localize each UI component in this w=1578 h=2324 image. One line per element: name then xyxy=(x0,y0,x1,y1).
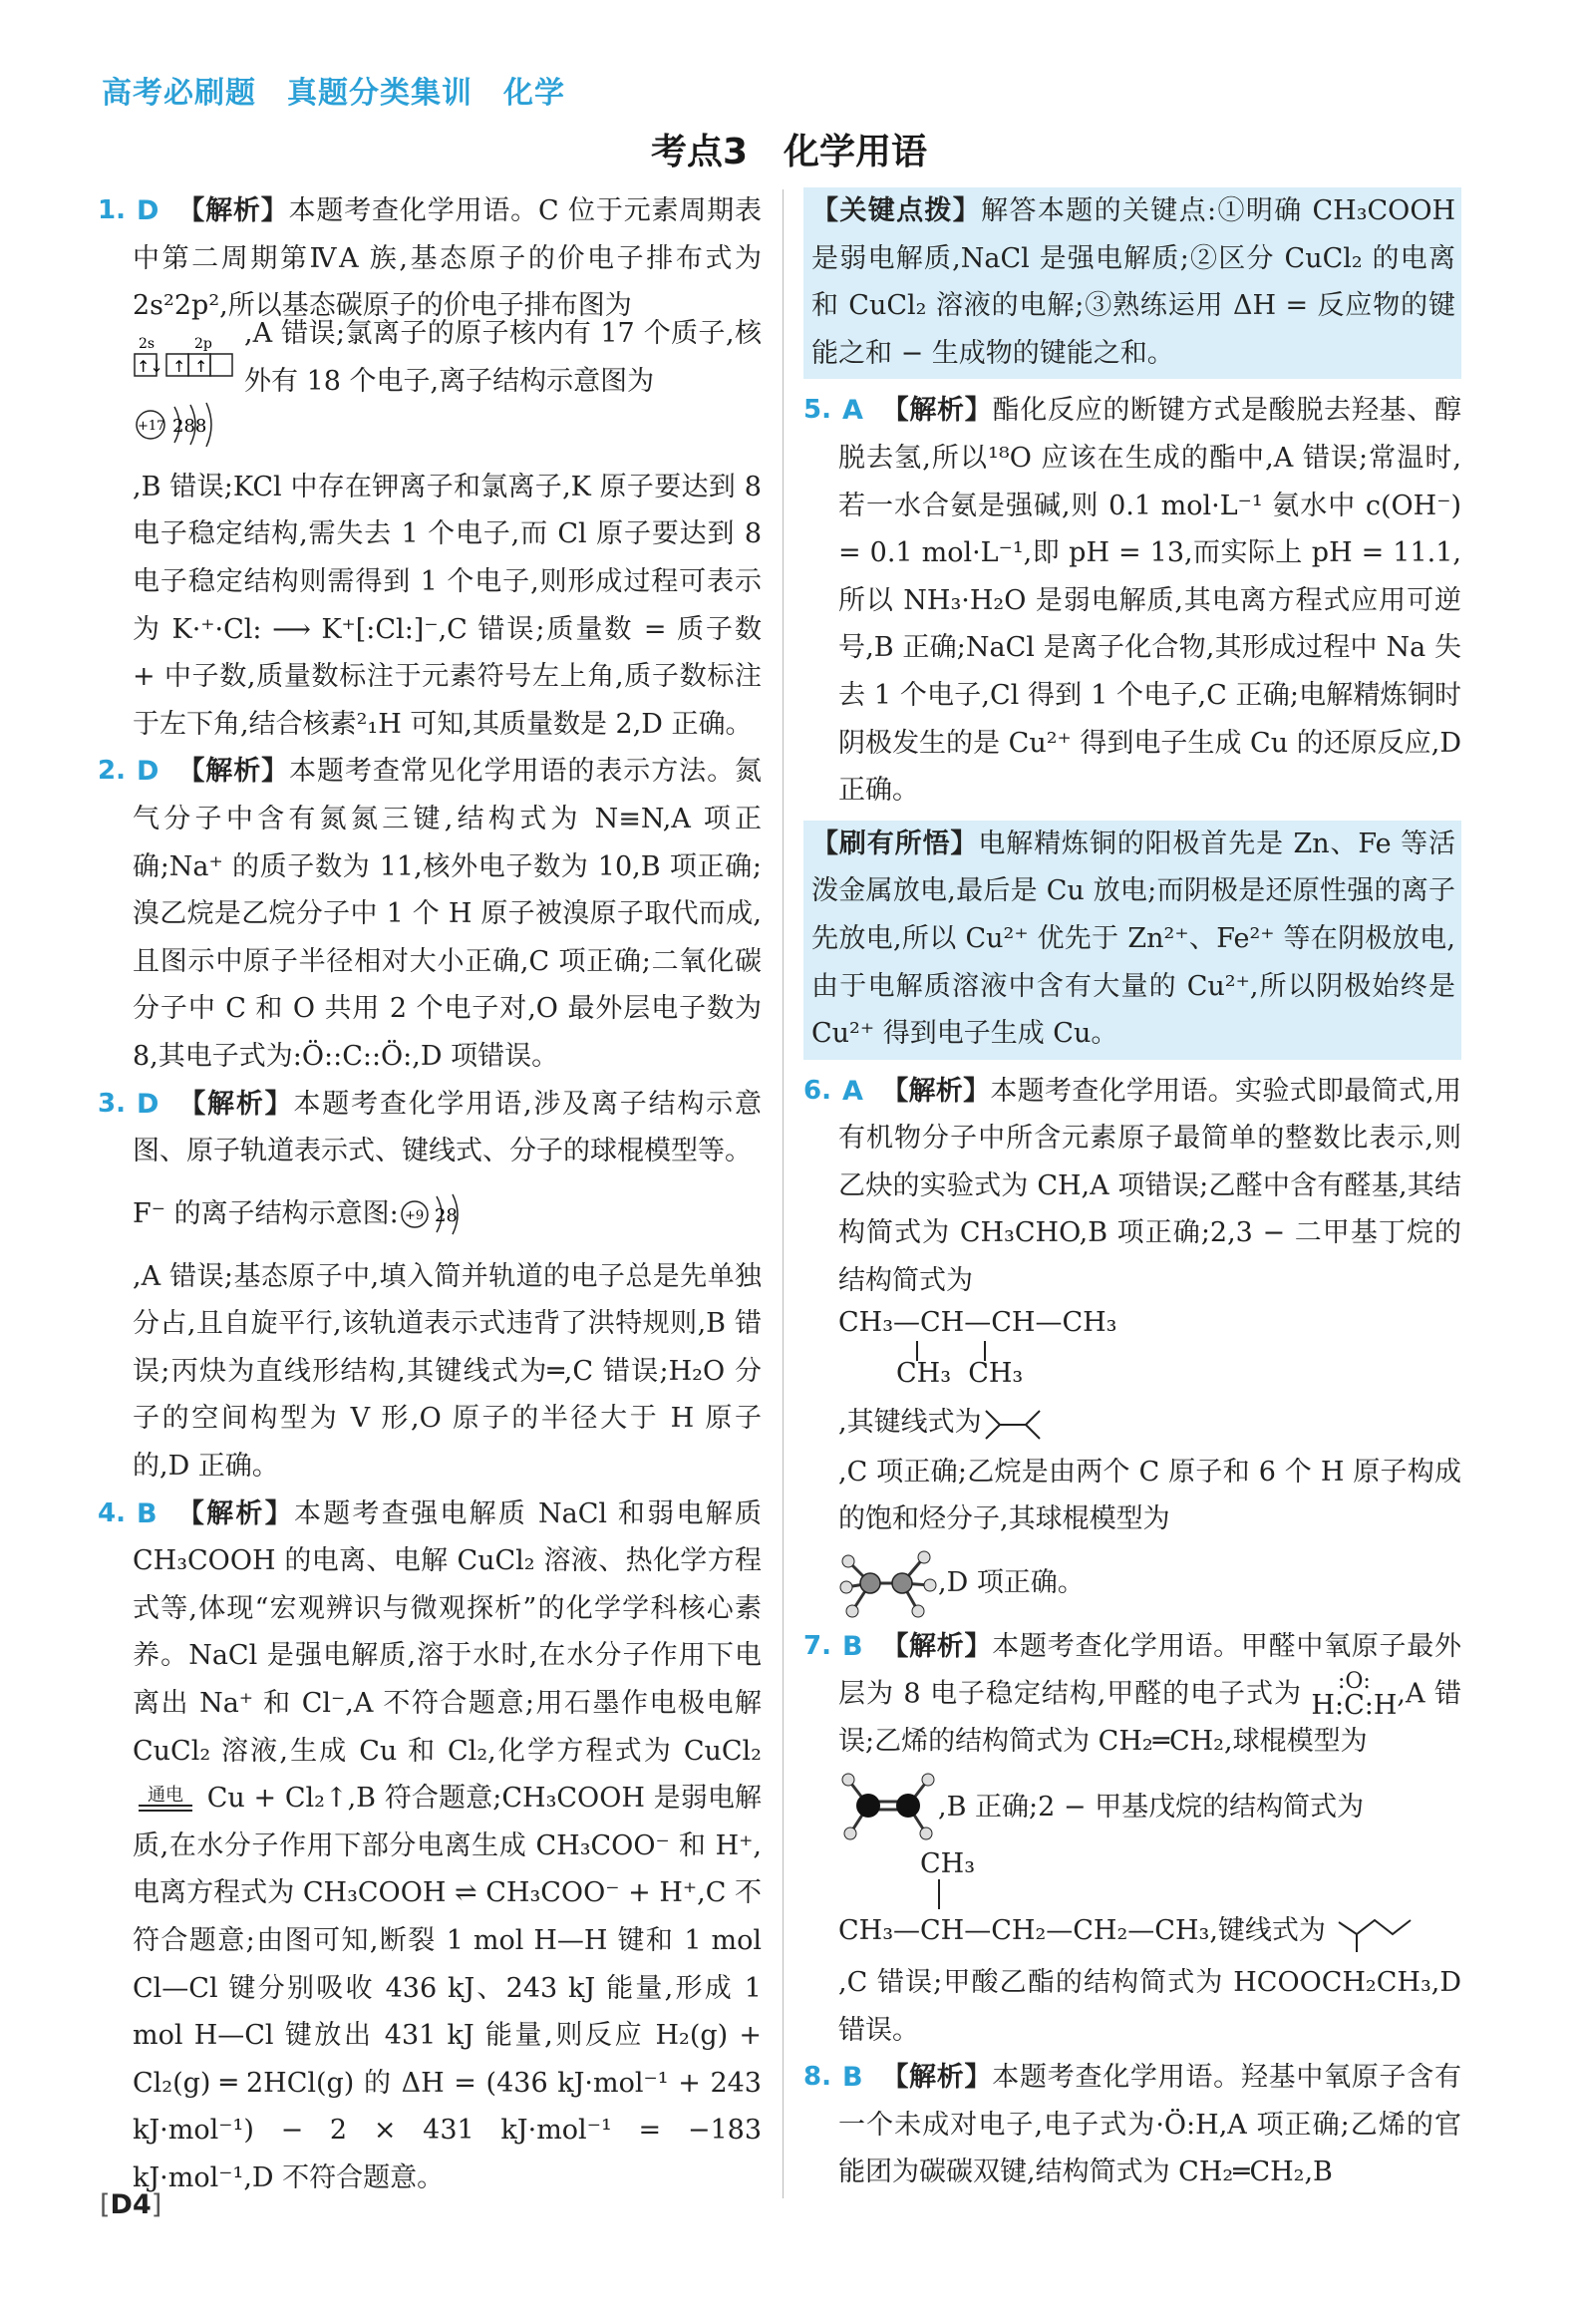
analysis-text: 本题考查强电解质 NaCl 和弱电解质 CH₃COOH 的电离、电解 CuCl₂ 溶液、热化学方程式等,体现“宏观辨识与微观探析”的化学学科核心素养。NaCl 是强电解质,溶于水时,在水分子作用下电离出 Na⁺ 和 Cl⁻,A 不符合题意;用石墨作电极电解 CuCl₂ 溶液,生成 Cu 和 Cl₂,化学方程式为 CuCl₂ xyxy=(133,1497,762,1767)
insight-box xyxy=(803,821,1461,1060)
methylpentane-formula xyxy=(838,1849,1461,1959)
oxygen-top: :O: xyxy=(1337,1669,1371,1695)
co2-electron-formula: :Ö::C::Ö: xyxy=(292,1040,413,1072)
skeletal-formula-icon xyxy=(1335,1912,1424,1952)
orbital-diagram xyxy=(133,336,244,380)
answer-letter: B xyxy=(842,2062,863,2094)
analysis-text: ,D 项正确。 xyxy=(938,1567,1085,1599)
page-number: [D4] xyxy=(100,2189,162,2220)
analysis-text: ,D 项错误。 xyxy=(412,1040,559,1072)
analysis-text: ,键线式为 xyxy=(1209,1915,1326,1947)
skeletal-formula-line xyxy=(838,1397,1461,1449)
skeletal-formula-icon xyxy=(982,1405,1044,1441)
dimethylbutane-formula xyxy=(838,1305,1461,1397)
series-header: 高考必刷题 真题分类集训 化学 xyxy=(102,76,565,111)
ethane-ball-stick-model xyxy=(838,1545,938,1621)
svg-text:↑: ↑ xyxy=(194,356,208,376)
page-title: 考点3 化学用语 xyxy=(650,132,928,172)
column-divider xyxy=(783,189,784,2198)
hydroxyl-electron-formula: ·Ö:H xyxy=(1155,2109,1219,2141)
insight-text: 电解精炼铜的阳极首先是 Zn、Fe 等活泼金属放电,最后是 Cu 放电;而阴极是还原性强的离子先放电,所以 Cu²⁺ 优先于 Zn²⁺、Fe²⁺ 等在阴极放电,由于电解质溶液中含有大量的 Cu²⁺,所以阴极始终是 Cu²⁺ 得到电子生成 Cu。 xyxy=(811,828,1455,1050)
question-number: 6. xyxy=(803,1075,831,1106)
question-number: 2. xyxy=(98,756,126,787)
svg-text:↑: ↑ xyxy=(172,356,186,376)
answer-item-7 xyxy=(803,1623,1461,2054)
analysis-text: ,A 错误;乙烯的结构简式为 CH₂═CH₂,球棍模型为 xyxy=(838,1678,1461,1758)
ethylene-ball-stick-model xyxy=(838,1768,938,1847)
formation-equation: K·⁺·Cl: ⟶ K⁺[:Cl:]⁻ xyxy=(171,613,439,645)
analysis-text: ,A 项正确;乙烯的官能团为碳碳双键,结构简式为 CH₂═CH₂,B xyxy=(838,2109,1461,2188)
arrow-label: 通电 xyxy=(148,1785,183,1807)
analysis-text: ,C 错误;甲酸乙酯的结构简式为 HCOOCH₂CH₃,D 错误。 xyxy=(838,1967,1461,2046)
right-column xyxy=(803,187,1461,2196)
key-point-box xyxy=(803,187,1461,379)
analysis-text: 酯化反应的断键方式是酸脱去羟基、醇脱去氢,所以¹⁸O 应该在生成的酯中,A 错误;常温时,若一水合氨是强碱,则 0.1 mol·L⁻¹ 氨水中 c(OH⁻) = 0.1 mol·L⁻¹,即 pH = 13,而实际上 pH = 11.1,所以 NH₃·H₂O 是弱电解质,其电离方程式应用可逆号,B 正确;NaCl 是离子化合物,其形成过程中 Na 失去 1 个电子,Cl 得到 1 个电子,C 正确;电解精炼铜时阴极发生的是 Cu²⁺ 得到电子生成 Cu 的还原反应,D 正确。 xyxy=(838,395,1461,807)
answer-item-8 xyxy=(803,2054,1461,2196)
main-chain: CH₃—CH—CH—CH₃ xyxy=(838,1306,1117,1338)
question-number: 8. xyxy=(803,2062,831,2093)
left-column xyxy=(98,187,762,2202)
analysis-label: 【解析】 xyxy=(176,195,289,226)
electron-shells: 288 xyxy=(172,415,207,437)
formaldehyde-electron-formula xyxy=(1311,1669,1398,1722)
answer-item-2 xyxy=(98,748,762,1080)
question-number: 1. xyxy=(98,195,126,225)
analysis-text: ,B 错误;KCl 中存在钾离子和氯离子,K 原子要达到 8 电子稳定结构,需失去 1 个电子,而 Cl 原子要达到 8 电子稳定结构则需得到 1 个电子,则形成过程可表示为 xyxy=(133,471,762,645)
analysis-text: ,C 错误;H₂O 分子的空间构型为 V 形,O 原子的半径大于 H 原子的,D 正确。 xyxy=(133,1355,762,1483)
answer-item-6 xyxy=(803,1068,1461,1623)
fluoride-ion-line xyxy=(133,1175,762,1253)
analysis-text: Cu + Cl₂↑,B 符合题意;CH₃COOH 是弱电解质,在水分子作用下部分电离生成 CH₃COO⁻ 和 H⁺,电离方程式为 CH₃COOH ⇌ CH₃COO⁻ + H⁺,C 不符合题意;由图可知,断裂 1 mol H—H 键和 1 mol Cl—Cl 键分别吸收 436 kJ、243 kJ 能量,形成 1 mol H—Cl 键放出 431 kJ 能量,则反应 H₂(g) + Cl₂(g) ═ 2HCl(g) 的 ΔH = (436 kJ·mol⁻¹ + 243 kJ·mol⁻¹) − 2 × 431 kJ·mol⁻¹ = −183 kJ·mol⁻¹,D 不符合题意。 xyxy=(133,1783,763,2193)
analysis-text: ,B 正确;2 − 甲基戊烷的结构简式为 xyxy=(938,1792,1365,1824)
orbital-diagram-line xyxy=(133,318,762,397)
analysis-text: 本题考查化学用语,涉及离子结构示意图、原子轨道表示式、键线式、分子的球棍模型等。 xyxy=(133,1088,762,1167)
analysis-label: 【解析】 xyxy=(176,756,290,788)
methyl-branch: CH₃ xyxy=(920,1848,976,1880)
analysis-label: 【解析】 xyxy=(880,395,993,427)
answer-item-5 xyxy=(803,387,1461,814)
electrolysis-arrow xyxy=(139,1787,192,1812)
electron-shells: 28 xyxy=(434,1204,458,1226)
nucleus-charge: +9 xyxy=(404,1207,424,1223)
question-number: 3. xyxy=(98,1088,126,1119)
orbital-label-2s: 2s xyxy=(139,335,156,352)
chloride-ion-diagram xyxy=(133,395,232,455)
analysis-text: 本题考查化学用语。实验式即最简式,用有机物分子中所含元素原子最简单的整数比表示,则乙炔的实验式为 CH,A 项错误;乙醛中含有醛基,其结构简式为 CH₃CHO,B 项正确;2,3 − 二甲基丁烷的结构简式为 xyxy=(838,1075,1461,1297)
analysis-label: 【解析】 xyxy=(880,1075,991,1107)
key-point-label: 【关键点拨】 xyxy=(811,195,982,226)
key-point-text: 解答本题的关键点:①明确 CH₃COOH 是弱电解质,NaCl 是强电解质;②区分 CuCl₂ 的电离和 CuCl₂ 溶液的电解;③熟练运用 ΔH = 反应物的键能之和 − 生成物的键能之和。 xyxy=(811,195,1455,369)
answer-letter: B xyxy=(842,1630,863,1662)
question-number: 4. xyxy=(98,1497,126,1528)
propyne-line-formula: ═ xyxy=(547,1355,564,1387)
nucleus-charge: +17 xyxy=(138,418,165,434)
answer-letter: A xyxy=(842,1075,863,1107)
analysis-text: 本题考查化学用语。甲醛中氧原子最外层为 8 电子稳定结构,甲醛的电子式为 xyxy=(838,1630,1462,1710)
ethylene-model-line xyxy=(838,1766,1461,1849)
insight-label: 【刷有所悟】 xyxy=(811,828,979,859)
analysis-label: 【解析】 xyxy=(880,2062,993,2094)
analysis-label: 【解析】 xyxy=(880,1630,993,1662)
analysis-text: 本题考查化学用语。C 位于元素周期表中第二周期第ⅣA 族,基态原子的价电子排布式为 2s²2p²,所以基态碳原子的价电子排布图为 xyxy=(133,195,763,322)
answer-letter: B xyxy=(137,1497,158,1529)
analysis-text: ,C 项正确;乙烷是由两个 C 原子和 6 个 H 原子构成的饱和烃分子,其球棍模型为 xyxy=(838,1456,1461,1535)
analysis-text: ,A 错误;氯离子的原子核内有 17 个质子,核外有 18 个电子,离子结构示意图为 xyxy=(244,318,762,397)
answer-letter: D xyxy=(137,195,159,226)
analysis-text: ,C 错误;质量数 = 质子数 + 中子数,质量数标注于元素符号左上角,质子数标注于左下角,结合核素²₁H 可知,其质量数是 2,D 正确。 xyxy=(133,613,762,740)
analysis-text: ,其键线式为 xyxy=(838,1406,982,1438)
ball-stick-line xyxy=(838,1543,1461,1623)
answer-letter: D xyxy=(137,1088,159,1120)
analysis-label: 【解析】 xyxy=(176,1088,294,1120)
question-number: 7. xyxy=(803,1630,831,1661)
analysis-text: ,A 错误;基态原子中,填入简并轨道的电子总是先单独分占,且自旋平行,该轨道表示式违背了洪特规则,B 错误;丙炔为直线形结构,其键线式为 xyxy=(133,1260,762,1387)
answer-item-1 xyxy=(98,187,762,748)
analysis-label: 【解析】 xyxy=(174,1497,294,1529)
fluoride-ion-diagram xyxy=(399,1184,476,1244)
svg-text:↑↓: ↑↓ xyxy=(137,356,163,376)
answer-letter: A xyxy=(842,395,863,427)
analysis-text: 本题考查化学用语。羟基中氧原子含有一个未成对电子,电子式为 xyxy=(838,2062,1462,2141)
answer-item-4 xyxy=(98,1491,762,2202)
analysis-text: 本题考查常见化学用语的表示方法。氮气分子中含有氮氮三键,结构式为 N≡N,A 项正确;Na⁺ 的质子数为 11,核外电子数为 10,B 项正确;溴乙烷是乙烷分子中 1 个 H 原子被溴原子取代而成,且图示中原子半径相对大小正确,C 项正确;二氧化碳分子中 C 和 O 共用 2 个电子对,O 最外层电子数为 8,其电子式为 xyxy=(133,756,763,1072)
orbital-label-2p: 2p xyxy=(194,335,212,352)
answer-letter: D xyxy=(137,756,159,788)
main-chain: CH₃—CH—CH₂—CH₂—CH₃ xyxy=(838,1915,1210,1947)
answer-item-3 xyxy=(98,1081,762,1491)
branches: CH₃ CH₃ xyxy=(896,1357,1024,1389)
analysis-text: F⁻ 的离子结构示意图: xyxy=(133,1197,399,1229)
hcho-main: H:C:H xyxy=(1311,1690,1398,1722)
question-number: 5. xyxy=(803,395,831,426)
page-number-text: D4 xyxy=(110,2189,152,2220)
